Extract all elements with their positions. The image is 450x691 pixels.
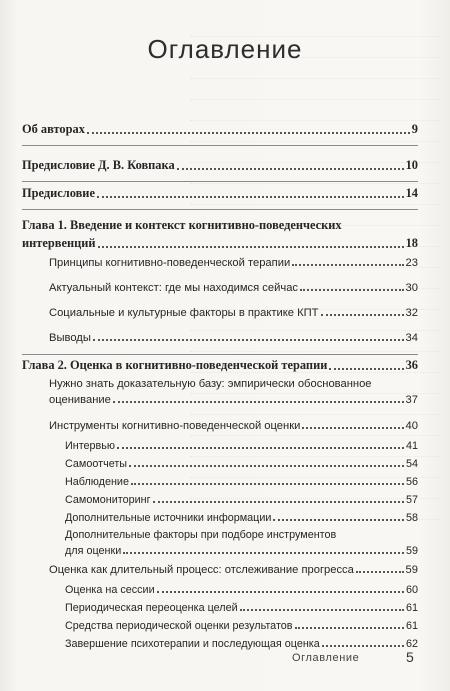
toc-entry-label-line1: Дополнительные факторы при подборе инструментов xyxy=(65,529,337,541)
toc-entry-additional-factors[interactable] xyxy=(65,529,418,557)
dot-leader xyxy=(356,571,404,573)
toc-entry-page: 9 xyxy=(411,122,418,136)
toc-entry-social-factors[interactable] xyxy=(49,307,418,319)
toc-entry-page: 40 xyxy=(405,420,418,432)
dot-leader xyxy=(123,552,404,554)
toc-entry-self-reports[interactable] xyxy=(65,458,418,470)
toc-entry-page: 54 xyxy=(405,458,418,470)
toc-entry-interview[interactable] xyxy=(65,440,418,452)
toc-entry-periodic-tools[interactable] xyxy=(65,620,418,632)
page-title: Оглавление xyxy=(147,34,303,64)
separator-line xyxy=(22,145,418,146)
toc-entry-chapter-1[interactable] xyxy=(22,218,418,250)
dot-leader xyxy=(177,168,404,170)
toc-entry-label-line2: интервенций xyxy=(22,236,96,250)
toc-entry-label: Актуальный контекст: где мы находимся сейчас xyxy=(49,282,299,294)
toc-entry-conclusions[interactable] xyxy=(49,332,418,344)
toc-entry-label: Глава 2. Оценка в когнитивно-поведенческой терапии xyxy=(22,358,328,372)
toc-entry-principles[interactable] xyxy=(49,257,418,269)
toc-entry-label: Социальные и культурные факторы в практике КПТ xyxy=(49,307,319,319)
toc-entry-label: Принципы когнитивно-поведенческой терапии xyxy=(49,257,291,269)
toc-entry-label: Наблюдение xyxy=(65,476,129,488)
toc-entry-label: Выводы xyxy=(49,332,91,344)
toc-entry-page: 58 xyxy=(405,512,418,524)
toc-entry-label: Завершение психотерапии и последующая оценка xyxy=(65,638,320,650)
toc-entry-about-authors[interactable] xyxy=(22,122,418,137)
dot-leader xyxy=(97,196,404,198)
toc-entry-context[interactable] xyxy=(49,282,418,294)
dot-leader xyxy=(117,447,404,449)
toc-entry-label: Самоотчеты xyxy=(65,458,128,470)
toc-entry-label: Инструменты когнитивно-поведенческой оценки xyxy=(49,420,301,432)
toc-entry-goal-reassessment[interactable] xyxy=(65,602,418,614)
dot-leader xyxy=(131,483,404,485)
toc-entry-preface[interactable] xyxy=(22,186,418,201)
toc-entry-ongoing-assessment[interactable] xyxy=(49,564,418,576)
toc-entry-page: 61 xyxy=(405,602,418,614)
toc-entry-chapter-2[interactable] xyxy=(22,358,418,373)
dot-leader xyxy=(113,401,404,403)
toc-entry-page: 32 xyxy=(405,307,418,319)
dot-leader xyxy=(98,246,404,248)
dot-leader xyxy=(302,427,403,429)
toc-entry-label: Средства периодической оценки результатов xyxy=(65,620,293,632)
toc-entry-page: 36 xyxy=(405,358,418,372)
toc-entry-session-assessment[interactable] xyxy=(65,584,418,596)
toc-entry-page: 59 xyxy=(405,545,418,557)
separator-line xyxy=(22,209,418,210)
toc-entry-termination[interactable] xyxy=(65,638,418,650)
toc-entry-label: Дополнительные источники информации xyxy=(65,512,272,524)
dot-leader xyxy=(273,519,404,521)
dot-leader xyxy=(129,465,404,467)
toc-entry-label: Оценка как длительный процесс: отслеживание прогресса xyxy=(49,564,354,576)
dot-leader xyxy=(153,501,404,503)
toc-entry-observation[interactable] xyxy=(65,476,418,488)
dot-leader xyxy=(300,289,404,291)
toc-entry-label: Предисловие xyxy=(22,186,95,200)
toc-entry-page: 59 xyxy=(405,564,418,576)
toc-entry-additional-sources[interactable] xyxy=(65,512,418,524)
toc-entry-label: Предисловие Д. В. Ковпака xyxy=(22,158,175,172)
toc-entry-page: 37 xyxy=(405,394,418,406)
toc-entry-page: 56 xyxy=(405,476,418,488)
toc-entry-label: Оценка на сессии xyxy=(65,584,155,596)
page-number: 5 xyxy=(406,649,414,665)
dot-leader xyxy=(87,132,410,134)
toc-entry-page: 34 xyxy=(405,332,418,344)
toc-entry-evidence-based[interactable] xyxy=(49,378,418,406)
toc-entry-page: 14 xyxy=(405,186,418,200)
dot-leader xyxy=(321,314,404,316)
toc-entry-self-monitoring[interactable] xyxy=(65,494,418,506)
toc-entry-label-line1: Нужно знать доказательную базу: эмпирически обоснованное xyxy=(49,378,372,390)
dot-leader xyxy=(93,339,404,341)
toc-entry-label: Интервью xyxy=(65,440,116,452)
toc-entry-page: 30 xyxy=(405,282,418,294)
toc-entry-label: Самомониторинг xyxy=(65,494,151,506)
dot-leader xyxy=(157,591,404,593)
toc-entry-assessment-tools[interactable] xyxy=(49,420,418,432)
dot-leader xyxy=(322,645,404,647)
toc-entry-preface-kovpak[interactable] xyxy=(22,158,418,173)
dot-leader xyxy=(240,609,404,611)
toc-entry-page: 62 xyxy=(405,638,418,650)
dot-leader xyxy=(329,368,403,370)
toc-entry-label: Периодическая переоценка целей xyxy=(65,602,238,614)
dot-leader xyxy=(295,627,404,629)
separator-line xyxy=(22,181,418,182)
toc-entry-page: 61 xyxy=(405,620,418,632)
toc-entry-page: 10 xyxy=(405,158,418,172)
toc-entry-label: Об авторах xyxy=(22,122,85,136)
toc-entry-label-line2: оценивание xyxy=(49,394,111,406)
separator-line xyxy=(22,354,418,355)
toc-entry-page: 60 xyxy=(405,584,418,596)
toc-entry-label-line1: Глава 1. Введение и контекст когнитивно-поведенческих xyxy=(22,218,342,232)
toc-entry-page: 23 xyxy=(405,257,418,269)
dot-leader xyxy=(292,264,403,266)
running-footer: Оглавление xyxy=(292,652,360,664)
toc-entry-page: 41 xyxy=(405,440,418,452)
toc-entry-page: 18 xyxy=(405,236,418,250)
toc-entry-page: 57 xyxy=(405,494,418,506)
toc-entry-label-line2: для оценки xyxy=(65,545,122,557)
